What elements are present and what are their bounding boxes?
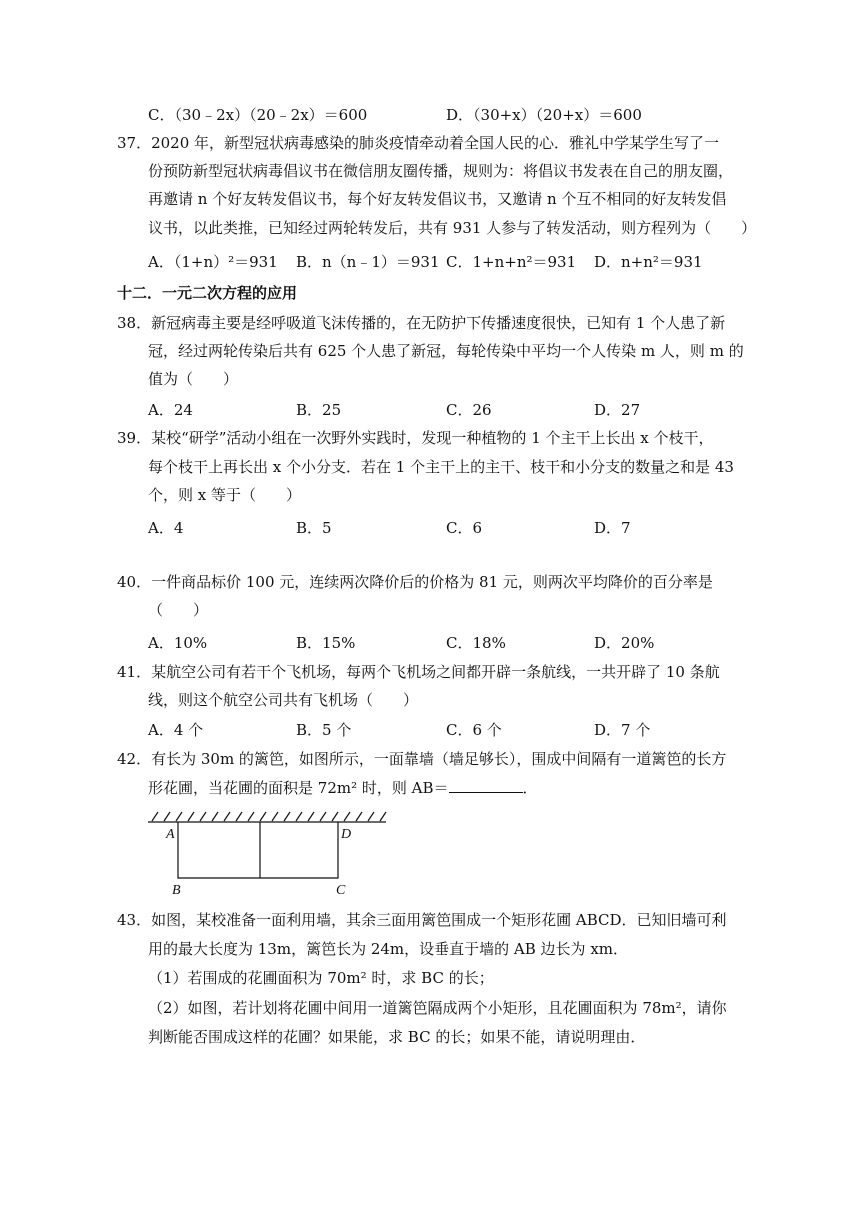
q40-option-c: C．18% — [446, 634, 506, 652]
q42-line-2-end: ． — [522, 779, 538, 797]
q38-option-a: A．24 — [148, 401, 193, 419]
wall-hatching — [148, 812, 386, 822]
q40-option-a: A．10% — [148, 634, 208, 652]
q41-option-a: A．4 个 — [148, 721, 204, 739]
q39-line-2: 每个枝干上再长出 x 个小分支．若在 1 个主干上的主干、枝干和小分支的数量之和是 43 — [148, 458, 734, 476]
q42-line-2-text: 形花圃，当花圃的面积是 72m² 时，则 AB＝ — [148, 779, 449, 797]
q37-line-1: 37．2020 年，新型冠状病毒感染的肺炎疫情牵动着全国人民的心．雅礼中学某学生写了一 — [117, 134, 720, 152]
q41-option-b: B．5 个 — [296, 721, 352, 739]
q38-line-3: 值为（ ） — [148, 370, 239, 388]
q37-option-a: A．（1+n）²＝931 — [148, 253, 278, 271]
label-a: A — [166, 827, 175, 842]
q40-option-b: B．15% — [296, 634, 356, 652]
q38-option-b: B．25 — [296, 401, 342, 419]
q43-part-2: （2）如图，若计划将花圃中间用一道篱笆隔成两个小矩形，且花圃面积为 78m²，请你 — [148, 999, 727, 1017]
q37-option-d: D．n+n²＝931 — [594, 253, 703, 271]
q41-line-2: 线，则这个航空公司共有飞机场（ ） — [148, 691, 419, 709]
q38-option-c: C．26 — [446, 401, 492, 419]
answer-blank[interactable] — [449, 778, 523, 793]
q41-option-d: D．7 个 — [594, 721, 651, 739]
q38-line-2: 冠，经过两轮传染后共有 625 个人患了新冠，每轮传染中平均一个人传染 m 人，则 m 的 — [148, 342, 744, 360]
label-b: B — [172, 883, 181, 898]
q43-part-1: （1）若围成的花圃面积为 70m² 时，求 BC 的长； — [148, 969, 494, 987]
q39-option-a: A．4 — [148, 519, 184, 537]
q37-line-3: 再邀请 n 个好友转发倡议书，每个好友转发倡议书，又邀请 n 个互不相同的好友转发倡 — [148, 190, 727, 208]
q40-line-2: （ ） — [148, 601, 209, 619]
q41-option-c: C．6 个 — [446, 721, 502, 739]
q39-line-1: 39．某校“研学”活动小组在一次野外实践时，发现一种植物的 1 个主干上长出 x 个枝干， — [117, 429, 714, 447]
q41-line-1: 41．某航空公司有若干个飞机场，每两个飞机场之间都开辟一条航线，一共开辟了 10 条航 — [117, 663, 720, 681]
q43-line-2: 用的最大长度为 13m，篱笆长为 24m，设垂直于墙的 AB 边长为 xm． — [148, 940, 629, 958]
q39-option-b: B．5 — [296, 519, 332, 537]
fence-lines — [178, 822, 338, 878]
section-title: 十二．一元二次方程的应用 — [117, 284, 298, 302]
q43-part-2-cont: 判断能否围成这样的花圃？如果能，求 BC 的长；如果不能，请说明理由． — [148, 1028, 646, 1046]
q38-line-1: 38．新冠病毒主要是经呼吸道飞沫传播的，在无防护下传播速度很快，已知有 1 个人患了新 — [117, 314, 726, 332]
garden-figure — [140, 808, 392, 900]
q39-option-d: D．7 — [594, 519, 631, 537]
q42-line-1: 42．有长为 30m 的篱笆，如图所示，一面靠墙（墙足够长），围成中间隔有一道篱笆的长方 — [117, 750, 727, 768]
label-d: D — [341, 827, 352, 842]
q38-option-d: D．27 — [594, 401, 641, 419]
q37-option-c: C．1+n+n²＝931 — [446, 253, 577, 271]
option-d: D．（30+x）（20+x）＝600 — [446, 106, 642, 124]
q40-option-d: D．20% — [594, 634, 655, 652]
q37-line-4: 议书，以此类推，已知经过两轮转发后，共有 931 人参与了转发活动，则方程列为（ ） — [148, 219, 757, 237]
label-c: C — [336, 883, 346, 898]
q42-line-2 — [148, 778, 538, 798]
option-c: C．（30﹣2x）（20﹣2x）＝600 — [148, 106, 368, 124]
q37-line-2: 份预防新型冠状病毒倡议书在微信朋友圈传播，规则为：将倡议书发表在自己的朋友圈， — [148, 162, 734, 180]
q39-line-3: 个，则 x 等于（ ） — [148, 486, 301, 504]
q43-line-1: 43．如图，某校准备一面利用墙，其余三面用篱笆围成一个矩形花圃 ABCD．已知旧墙可利 — [117, 911, 727, 929]
q40-line-1: 40．一件商品标价 100 元，连续两次降价后的价格为 81 元，则两次平均降价的百分率是 — [117, 573, 713, 591]
q39-option-c: C．6 — [446, 519, 483, 537]
q37-option-b: B．n（n﹣1）＝931 — [296, 253, 440, 271]
